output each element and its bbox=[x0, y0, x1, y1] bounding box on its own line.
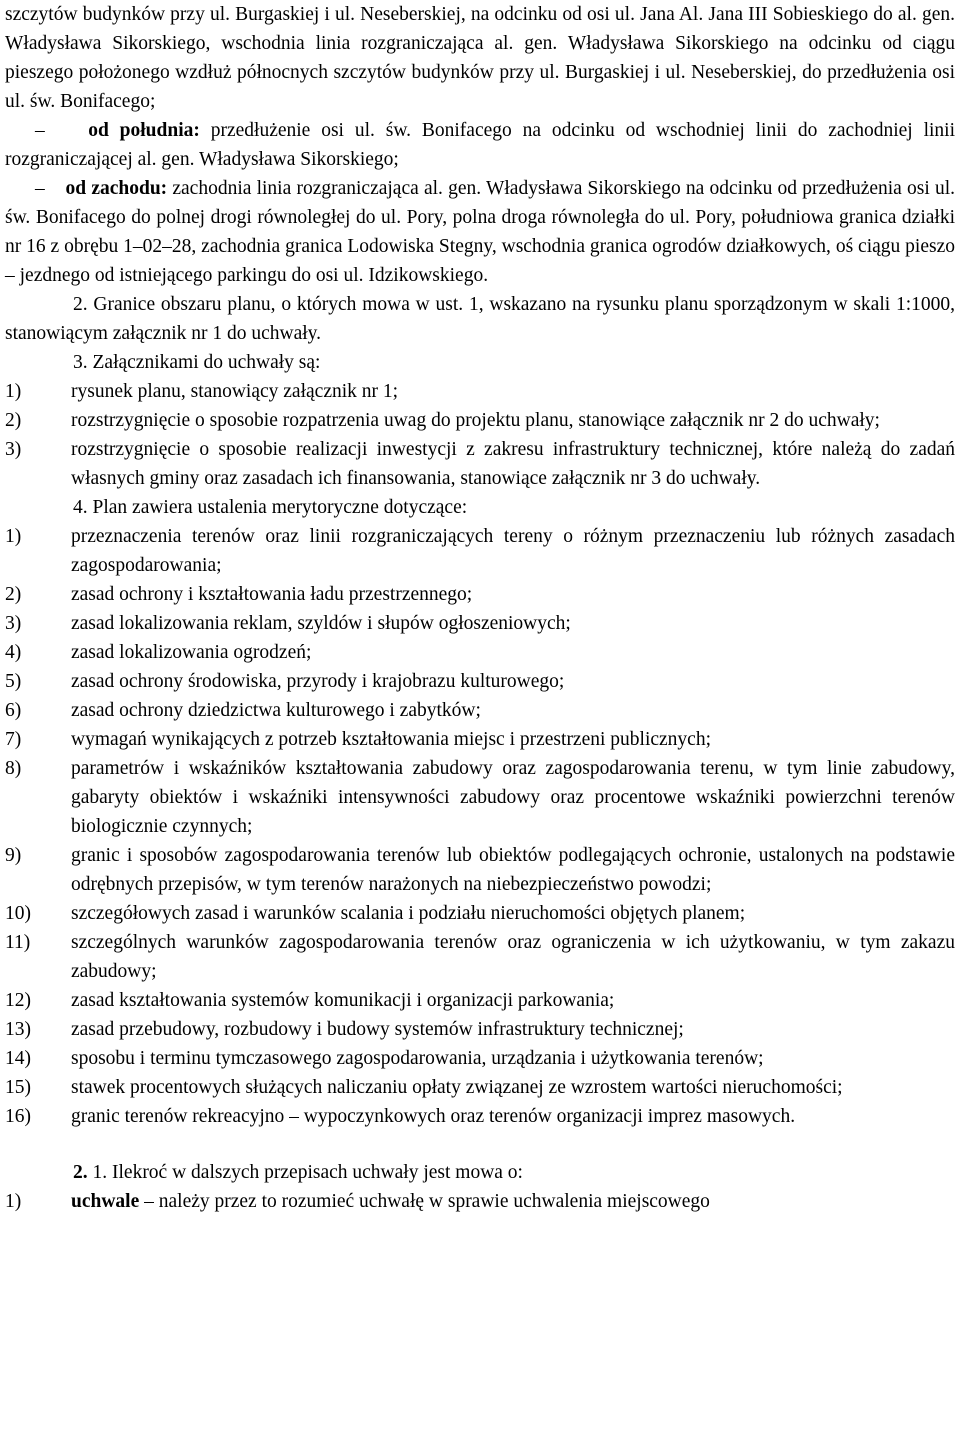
section-text: 1. Ilekroć w dalszych przepisach uchwały jest mowa o: bbox=[87, 1162, 523, 1183]
section-2-heading bbox=[5, 1158, 955, 1187]
list-item: 14) sposobu i terminu tymczasowego zagospodarowania, urządzania i użytkowania terenów; bbox=[5, 1048, 764, 1069]
definitions-list bbox=[5, 1187, 955, 1216]
section-number: 2. bbox=[73, 1162, 88, 1183]
list-item: 1) rysunek planu, stanowiący załącznik nr 1; bbox=[5, 381, 399, 402]
paragraph-3: 3. Załącznikami do uchwały są: bbox=[73, 352, 321, 373]
paragraph-2: 2. Granice obszaru planu, o których mowa w ust. 1, wskazano na rysunku planu sporządzonym w skali 1:1000, stanowiącym załącznik nr 1 do uchwały. bbox=[5, 294, 955, 344]
dash: – bbox=[35, 178, 45, 199]
list-item: 13) zasad przebudowy, rozbudowy i budowy systemów infrastruktury technicznej; bbox=[5, 1019, 684, 1040]
dash: – bbox=[35, 120, 45, 141]
definition-term: uchwale bbox=[71, 1191, 140, 1212]
list-item: 8) parametrów i wskaźników kształtowania zabudowy oraz zagospodarowania terenu, w tym linie zabudowy, gabaryty obiektów i wskaźniki intensywności zabudowy oraz procentowe wskaźniki powierzchni terenów biologicznie czynnych; bbox=[5, 758, 955, 837]
spacer bbox=[5, 1131, 955, 1158]
list-item: 3) rozstrzygnięcie o sposobie realizacji inwestycji z zakresu infrastruktury technicznej, które należą do zadań własnych gminy oraz zasadach ich finansowania, stanowiące załącznik nr 3 do uchwały. bbox=[5, 439, 955, 489]
list-item: 9) granic i sposobów zagospodarowania terenów lub obiektów podlegających ochronie, ustalonych na podstawie odrębnych przepisów, w tym terenów narażonych na niebezpieczeństwo powodzi; bbox=[5, 845, 955, 895]
provisions-list bbox=[5, 522, 955, 1131]
list-item: 1) przeznaczenia terenów oraz linii rozgraniczających tereny o różnym przeznaczeniu lub różnych zasadach zagospodarowania; bbox=[5, 526, 955, 576]
list-item: 12) zasad kształtowania systemów komunikacji i organizacji parkowania; bbox=[5, 990, 615, 1011]
list-item: 4) zasad lokalizowania ogrodzeń; bbox=[5, 642, 312, 663]
south-label: od południa: bbox=[88, 120, 200, 141]
south-boundary bbox=[5, 116, 955, 174]
paragraph-4: 4. Plan zawiera ustalenia merytoryczne dotyczące: bbox=[73, 497, 468, 518]
list-item: 3) zasad lokalizowania reklam, szyldów i słupów ogłoszeniowych; bbox=[5, 613, 571, 634]
list-item: 2) rozstrzygnięcie o sposobie rozpatrzenia uwag do projektu planu, stanowiące załącznik nr 2 do uchwały; bbox=[5, 410, 880, 431]
list-item: 10) szczegółowych zasad i warunków scalania i podziału nieruchomości objętych planem; bbox=[5, 903, 746, 924]
definition-text: – należy przez to rozumieć uchwałę w sprawie uchwalenia miejscowego bbox=[139, 1191, 710, 1212]
west-text: zachodnia linia rozgraniczająca al. gen. Władysława Sikorskiego na odcinku od przedłużenia osi ul. św. Bonifacego do polnej drogi równoległej do ul. Pory, polna droga równoległa do ul. Pory, południowa granica działki nr 16 z obrębu 1–02–28, zachodnia granica Lodowiska Stegny, wschodnia granica ogrodów działkowych, oś ciągu pieszo – jezdnego od istniejącego parkingu do osi ul. Idzikowskiego. bbox=[5, 178, 956, 286]
south-text: przedłużenie osi ul. św. Bonifacego na odcinku od wschodniej linii do zachodniej linii rozgraniczającej al. gen. Władysława Sikorskiego; bbox=[5, 120, 955, 170]
boundary-paragraph: szczytów budynków przy ul. Burgaskiej i ul. Neseberskiej, na odcinku od osi ul. Jana Al. Jana III Sobieskiego do al. gen. Władysława Sikorskiego, wschodnia linia rozgraniczająca al. gen. Władysława Sikorskiego na odcinku od ciągu pieszego położonego wzdłuż północnych szczytów budynków przy ul. Burgaskiej i ul. Neseberskiej, do przedłużenia osi ul. św. Bonifacego; bbox=[5, 4, 955, 112]
west-boundary bbox=[5, 174, 955, 290]
list-item: 11) szczególnych warunków zagospodarowania terenów oraz ograniczenia w ich użytkowaniu, w tym zakazu zabudowy; bbox=[5, 932, 955, 982]
west-label: od zachodu: bbox=[65, 178, 168, 199]
list-item: 16) granic terenów rekreacyjno – wypoczynkowych oraz terenów organizacji imprez masowych. bbox=[5, 1106, 796, 1127]
list-item: 1) uchwale – należy przez to rozumieć uchwałę w sprawie uchwalenia miejscowego bbox=[5, 1191, 710, 1212]
attachments-list bbox=[5, 377, 955, 493]
list-item: 6) zasad ochrony dziedzictwa kulturowego i zabytków; bbox=[5, 700, 481, 721]
list-item: 5) zasad ochrony środowiska, przyrody i krajobrazu kulturowego; bbox=[5, 671, 565, 692]
list-item: 7) wymagań wynikających z potrzeb kształtowania miejsc i przestrzeni publicznych; bbox=[5, 729, 712, 750]
list-item: 15) stawek procentowych służących naliczaniu opłaty związanej ze wzrostem wartości nieruchomości; bbox=[5, 1077, 843, 1098]
list-item: 2) zasad ochrony i kształtowania ładu przestrzennego; bbox=[5, 584, 473, 605]
